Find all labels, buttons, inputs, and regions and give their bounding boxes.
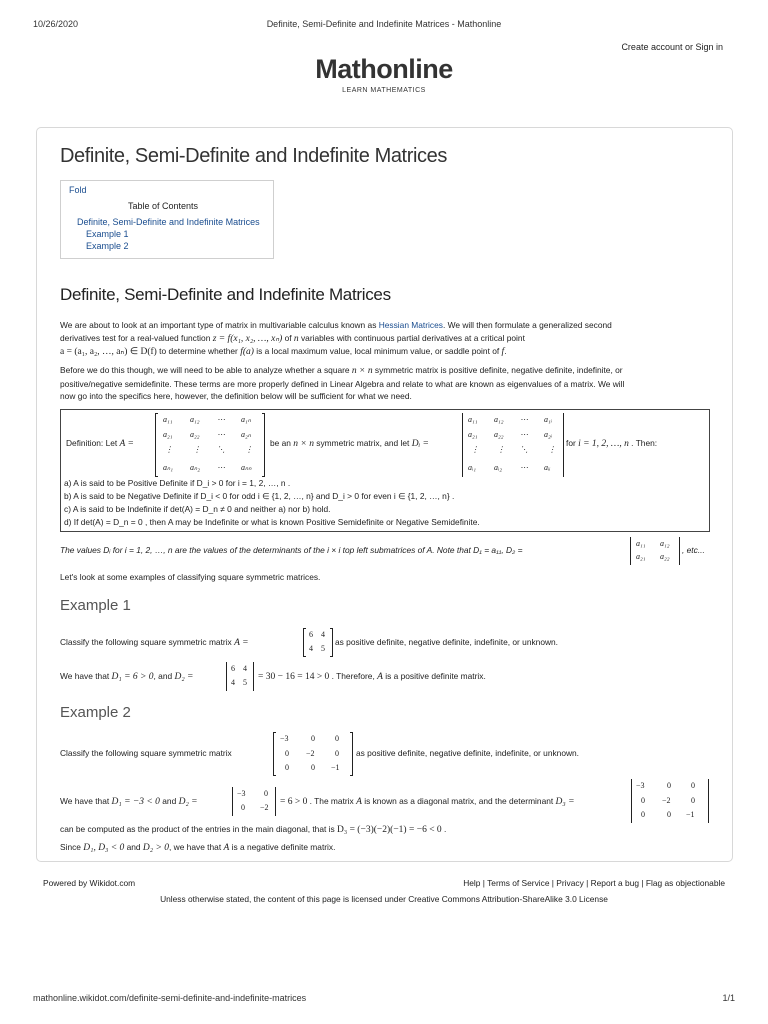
bracket-right xyxy=(262,413,265,477)
matrix-cell: ⋯ xyxy=(520,415,528,424)
example-2-answer-a xyxy=(60,796,198,807)
matrix-cell: ⋱ xyxy=(520,445,528,454)
matrix-cell: −3 xyxy=(280,734,289,743)
example-1-question-tail: as positive definite, negative definite, indefinite, or unknown. xyxy=(335,637,559,647)
matrix-cell: a₂ₙ xyxy=(241,430,251,439)
matrix-cell: 6 xyxy=(309,630,313,639)
example-2-conclusion xyxy=(60,842,335,853)
matrix-cell: 0 xyxy=(335,749,339,758)
intro-line xyxy=(60,319,710,332)
matrix-cell: a₂₁ xyxy=(468,430,478,439)
text: symmetric matrix is positive definite, negative definite, indefinite, or xyxy=(372,365,623,375)
text: . We will then formulate a generalized second xyxy=(442,320,612,330)
toc-heading: Table of Contents xyxy=(128,201,199,211)
text: is a local maximum value, local minimum value, or saddle point of xyxy=(253,346,502,356)
matrix-cell: a₂₂ xyxy=(494,430,504,439)
intro-line: positive/negative semidefinite. These terms are more properly defined in Linear Algebra and relate to what are known as eigenvalues of a matrix. We will xyxy=(60,378,625,389)
toc-item-definite[interactable]: Definite, Semi-Definite and Indefinite Matrices xyxy=(77,217,260,227)
matrix-cell: aₙ₁ xyxy=(163,463,173,472)
matrix-cell: 0 xyxy=(667,810,671,819)
matrix-cell: 5 xyxy=(321,644,325,653)
math: n xyxy=(293,333,299,344)
matrix-cell: a₁ₙ xyxy=(241,415,251,424)
math: f xyxy=(501,347,505,357)
text: , we have that xyxy=(169,842,224,852)
text: derivatives test for a real-valued function xyxy=(60,332,213,343)
matrix-cell: ⋱ xyxy=(217,445,225,454)
math: z = f(x₁, x₂, …, xₙ) xyxy=(212,333,283,344)
math: i = 1, 2, …, n xyxy=(578,439,629,449)
matrix-cell: ⋮ xyxy=(193,445,201,454)
matrix-cell: 4 xyxy=(321,630,325,639)
det-bar-right xyxy=(708,779,709,823)
matrix-cell: aᵢᵢ xyxy=(544,463,551,472)
math: Dᵢ = xyxy=(411,439,429,449)
definition-mid xyxy=(270,438,429,449)
matrix-cell: −2 xyxy=(260,803,269,812)
matrix-d-i xyxy=(462,413,564,477)
text: Classify the following square symmetric matrix xyxy=(60,637,235,647)
example-2-heading: Example 2 xyxy=(60,704,131,721)
text: of xyxy=(282,332,294,343)
matrix-cell: −2 xyxy=(662,796,671,805)
math: D₁ = −3 < 0 xyxy=(111,797,160,807)
license-notice: Unless otherwise stated, the content of this page is licensed under Creative Commons Attribution-ShareAlike 3.0 License xyxy=(160,894,608,904)
math: D₃ = xyxy=(555,797,575,807)
matrix-cell: a₂₁ xyxy=(163,430,173,439)
toc-fold-link[interactable]: Fold xyxy=(69,185,87,195)
text: and xyxy=(159,796,179,806)
matrix-cell: a₁₁ xyxy=(163,415,173,424)
definition-tail xyxy=(566,438,657,449)
matrix-cell: a₂ᵢ xyxy=(544,430,553,439)
text: . The matrix xyxy=(307,796,357,806)
matrix-cell: 0 xyxy=(241,803,245,812)
example-2-product-line xyxy=(60,824,446,835)
text: Definition: Let xyxy=(66,438,120,448)
site-tagline: LEARN MATHEMATICS xyxy=(342,87,426,94)
matrix-cell: 0 xyxy=(691,796,695,805)
math: n × n xyxy=(351,366,373,376)
math: A = xyxy=(234,638,249,648)
math: n × n xyxy=(293,439,314,449)
matrix-cell: ⋮ xyxy=(497,445,505,454)
bracket-right xyxy=(350,732,353,776)
matrix-cell: −3 xyxy=(237,789,246,798)
matrix-cell: ⋯ xyxy=(217,415,225,424)
matrix-cell: aₙₙ xyxy=(241,463,252,472)
intro-paragraph-2 xyxy=(60,364,710,403)
det-bar-left xyxy=(462,413,463,477)
math: A xyxy=(223,843,230,853)
matrix-cell: a₁₁ xyxy=(468,415,478,424)
footer-links[interactable]: Help | Terms of Service | Privacy | Report a bug | Flag as objectionable xyxy=(463,878,725,888)
table-of-contents xyxy=(60,180,274,259)
matrix-cell: a₁₁ xyxy=(636,539,646,548)
matrix-cell: 0 xyxy=(641,810,645,819)
det-bar-right xyxy=(563,413,564,477)
section-heading: Definite, Semi-Definite and Indefinite Matrices xyxy=(60,285,391,304)
text: variables with continuous partial derivatives at a critical point xyxy=(298,332,525,343)
text: . xyxy=(441,824,447,834)
matrix-cell: 0 xyxy=(641,796,645,805)
determinant-note: The values Dᵢ for i = 1, 2, …, n are the values of the determinants of the i × i top left submatrices of A. Note that D₁ = a₁₁, D₂ = xyxy=(60,545,523,555)
matrix-cell: 4 xyxy=(231,678,235,687)
example-2-answer-b xyxy=(280,796,575,807)
page-title: Definite, Semi-Definite and Indefinite Matrices xyxy=(60,145,447,167)
text: . Then: xyxy=(628,438,658,448)
text: is a positive definite matrix. xyxy=(382,671,486,681)
toc-item-example-1[interactable]: Example 1 xyxy=(86,229,129,239)
matrix-cell: ⋯ xyxy=(217,430,225,439)
example-1-matrix xyxy=(303,628,333,657)
math: D₃ = (−3)(−2)(−1) = −6 < 0 xyxy=(337,825,442,835)
matrix-cell: aᵢ₁ xyxy=(468,463,477,472)
text: can be computed as the product of the entries in the main diagonal, that is xyxy=(60,824,338,834)
math: D₂ = xyxy=(174,672,194,682)
powered-by-wikidot-link[interactable]: Powered by Wikidot.com xyxy=(43,878,136,888)
matrix-cell: 6 xyxy=(231,664,235,673)
math: a = (a₁, a₂, …, aₙ) ∈ D(f) xyxy=(60,347,157,357)
text: is a negative definite matrix. xyxy=(229,842,336,852)
matrix-cell: 0 xyxy=(285,763,289,772)
bracket-left xyxy=(155,413,158,477)
matrix-cell: a₂₁ xyxy=(636,552,646,561)
math: = 30 − 16 = 14 > 0 xyxy=(258,672,330,682)
condition-negative-definite: b) A is said to be Negative Definite if D_i < 0 for odd i ∈ {1, 2, …, n} and D_i > 0 for even i ∈ {1, 2, …, n} . xyxy=(64,491,455,501)
matrix-cell: 0 xyxy=(335,734,339,743)
text: and xyxy=(124,842,143,852)
text: be an xyxy=(270,438,294,448)
math: A = xyxy=(119,439,134,449)
matrix-cell: ⋮ xyxy=(548,445,556,454)
create-account-link[interactable]: Create account or Sign in xyxy=(621,42,723,52)
hessian-matrices-link[interactable]: Hessian Matrices xyxy=(378,320,443,330)
intro-line: now go into the specifics here, however, the definition below will be sufficient for what we need. xyxy=(60,391,412,401)
print-header xyxy=(0,19,768,31)
intro-paragraph-1 xyxy=(60,319,710,359)
example-1-answer-a xyxy=(60,671,193,682)
print-page-title: Definite, Semi-Definite and Indefinite Matrices - Mathonline xyxy=(266,19,502,29)
matrix-cell: ⋮ xyxy=(165,445,173,454)
example-1-heading: Example 1 xyxy=(60,597,131,614)
condition-indefinite: c) A is said to be Indefinite if det(A) = D_n ≠ 0 and neither a) nor b) hold. xyxy=(64,504,331,514)
matrix-cell: 0 xyxy=(691,781,695,790)
math: D₁ = 6 > 0 xyxy=(111,672,154,682)
toc-item-example-2[interactable]: Example 2 xyxy=(86,241,129,251)
math: f(a) xyxy=(240,347,254,357)
matrix-cell: a₂₂ xyxy=(660,552,670,561)
det-bar-left xyxy=(630,537,631,565)
text: symmetric matrix, and let xyxy=(313,438,412,448)
matrix-cell: ⋯ xyxy=(520,463,528,472)
bracket-left xyxy=(273,732,276,776)
matrix-cell: 5 xyxy=(243,678,247,687)
det-bar-left xyxy=(631,779,632,823)
example-1-determinant xyxy=(226,662,254,691)
note-etc: , etc... xyxy=(682,545,705,555)
matrix-cell: a₁ᵢ xyxy=(544,415,553,424)
matrix-cell: ⋮ xyxy=(245,445,253,454)
example-2-determinant-d3 xyxy=(631,779,709,823)
matrix-cell: a₁₂ xyxy=(190,415,200,424)
text: We have that xyxy=(60,796,112,806)
matrix-cell: ⋮ xyxy=(471,445,479,454)
print-page-number: 1/1 xyxy=(722,993,735,1003)
text: Before we do this though, we will need to be able to analyze whether a square xyxy=(60,365,352,375)
math: A xyxy=(356,797,362,807)
matrix-cell: 4 xyxy=(243,664,247,673)
matrix-cell: a₂₂ xyxy=(190,430,200,439)
condition-positive-definite: a) A is said to be Positive Definite if D_i > 0 for i = 1, 2, …, n . xyxy=(64,478,291,488)
matrix-cell: a₁₂ xyxy=(660,539,670,548)
matrix-cell: −1 xyxy=(686,810,695,819)
text: to determine whether xyxy=(156,346,241,356)
det-bar-right xyxy=(275,787,276,816)
example-1-answer-b xyxy=(258,671,486,682)
text: We have that xyxy=(60,671,112,681)
det-bar-left xyxy=(232,787,233,816)
note-determinant xyxy=(630,537,680,565)
matrix-cell: 0 xyxy=(667,781,671,790)
example-2-matrix xyxy=(273,732,353,776)
intro-line: a = (a₁, a₂, …, aₙ) ∈ D(f) to determine whether f(a) is a local maximum value, local minimum value, or saddle point of f. xyxy=(60,346,507,357)
example-2-determinant-d2 xyxy=(232,787,276,816)
lets-look-text: Let's look at some examples of classifying square symmetric matrices. xyxy=(60,572,321,582)
math: A xyxy=(377,672,383,682)
definition-lead xyxy=(66,438,134,449)
intro-line xyxy=(60,364,710,378)
matrix-cell: aₙ₂ xyxy=(190,463,200,472)
intro-line xyxy=(60,332,710,346)
math: D₂ > 0 xyxy=(142,843,169,853)
bracket-right xyxy=(330,628,333,657)
example-2-question: Classify the following square symmetric matrix xyxy=(60,748,232,758)
matrix-cell: aᵢ₂ xyxy=(494,463,503,472)
example-1-question xyxy=(60,637,249,648)
matrix-cell: 0 xyxy=(311,734,315,743)
text: We are about to look at an important type of matrix in multivariable calculus known as xyxy=(60,320,379,330)
text: . Therefore, xyxy=(329,671,378,681)
matrix-cell: −3 xyxy=(636,781,645,790)
math: = 6 > 0 xyxy=(280,797,308,807)
bracket-left xyxy=(303,628,306,657)
matrix-cell: −2 xyxy=(306,749,315,758)
text: is known as a diagonal matrix, and the determinant xyxy=(361,796,556,806)
math: D₂ = xyxy=(178,797,198,807)
math: D₁, D₃ < 0 xyxy=(83,843,125,853)
condition-semidefinite: d) If det(A) = D_n = 0 , then A may be Indefinite or what is known Positive Semidefinite or Negative Semidefinite. xyxy=(64,517,480,527)
matrix-cell: 4 xyxy=(309,644,313,653)
print-date: 10/26/2020 xyxy=(33,19,79,29)
det-bar-right xyxy=(679,537,680,565)
det-bar-left xyxy=(226,662,227,691)
matrix-cell: 0 xyxy=(264,789,268,798)
matrix-cell: 0 xyxy=(311,763,315,772)
matrix-cell: ⋯ xyxy=(520,430,528,439)
matrix-cell: 0 xyxy=(285,749,289,758)
matrix-a xyxy=(155,413,265,477)
example-2-question-tail: as positive definite, negative definite, indefinite, or unknown. xyxy=(356,748,580,758)
text: for xyxy=(566,438,579,448)
matrix-cell: ⋯ xyxy=(217,463,225,472)
det-bar-right xyxy=(253,662,254,691)
site-logo[interactable]: Mathonline xyxy=(315,54,453,84)
text: Since xyxy=(60,842,84,852)
matrix-cell: a₁₂ xyxy=(494,415,504,424)
text: , and xyxy=(153,671,175,681)
print-url: mathonline.wikidot.com/definite-semi-definite-and-indefinite-matrices xyxy=(33,993,307,1003)
matrix-cell: −1 xyxy=(331,763,340,772)
